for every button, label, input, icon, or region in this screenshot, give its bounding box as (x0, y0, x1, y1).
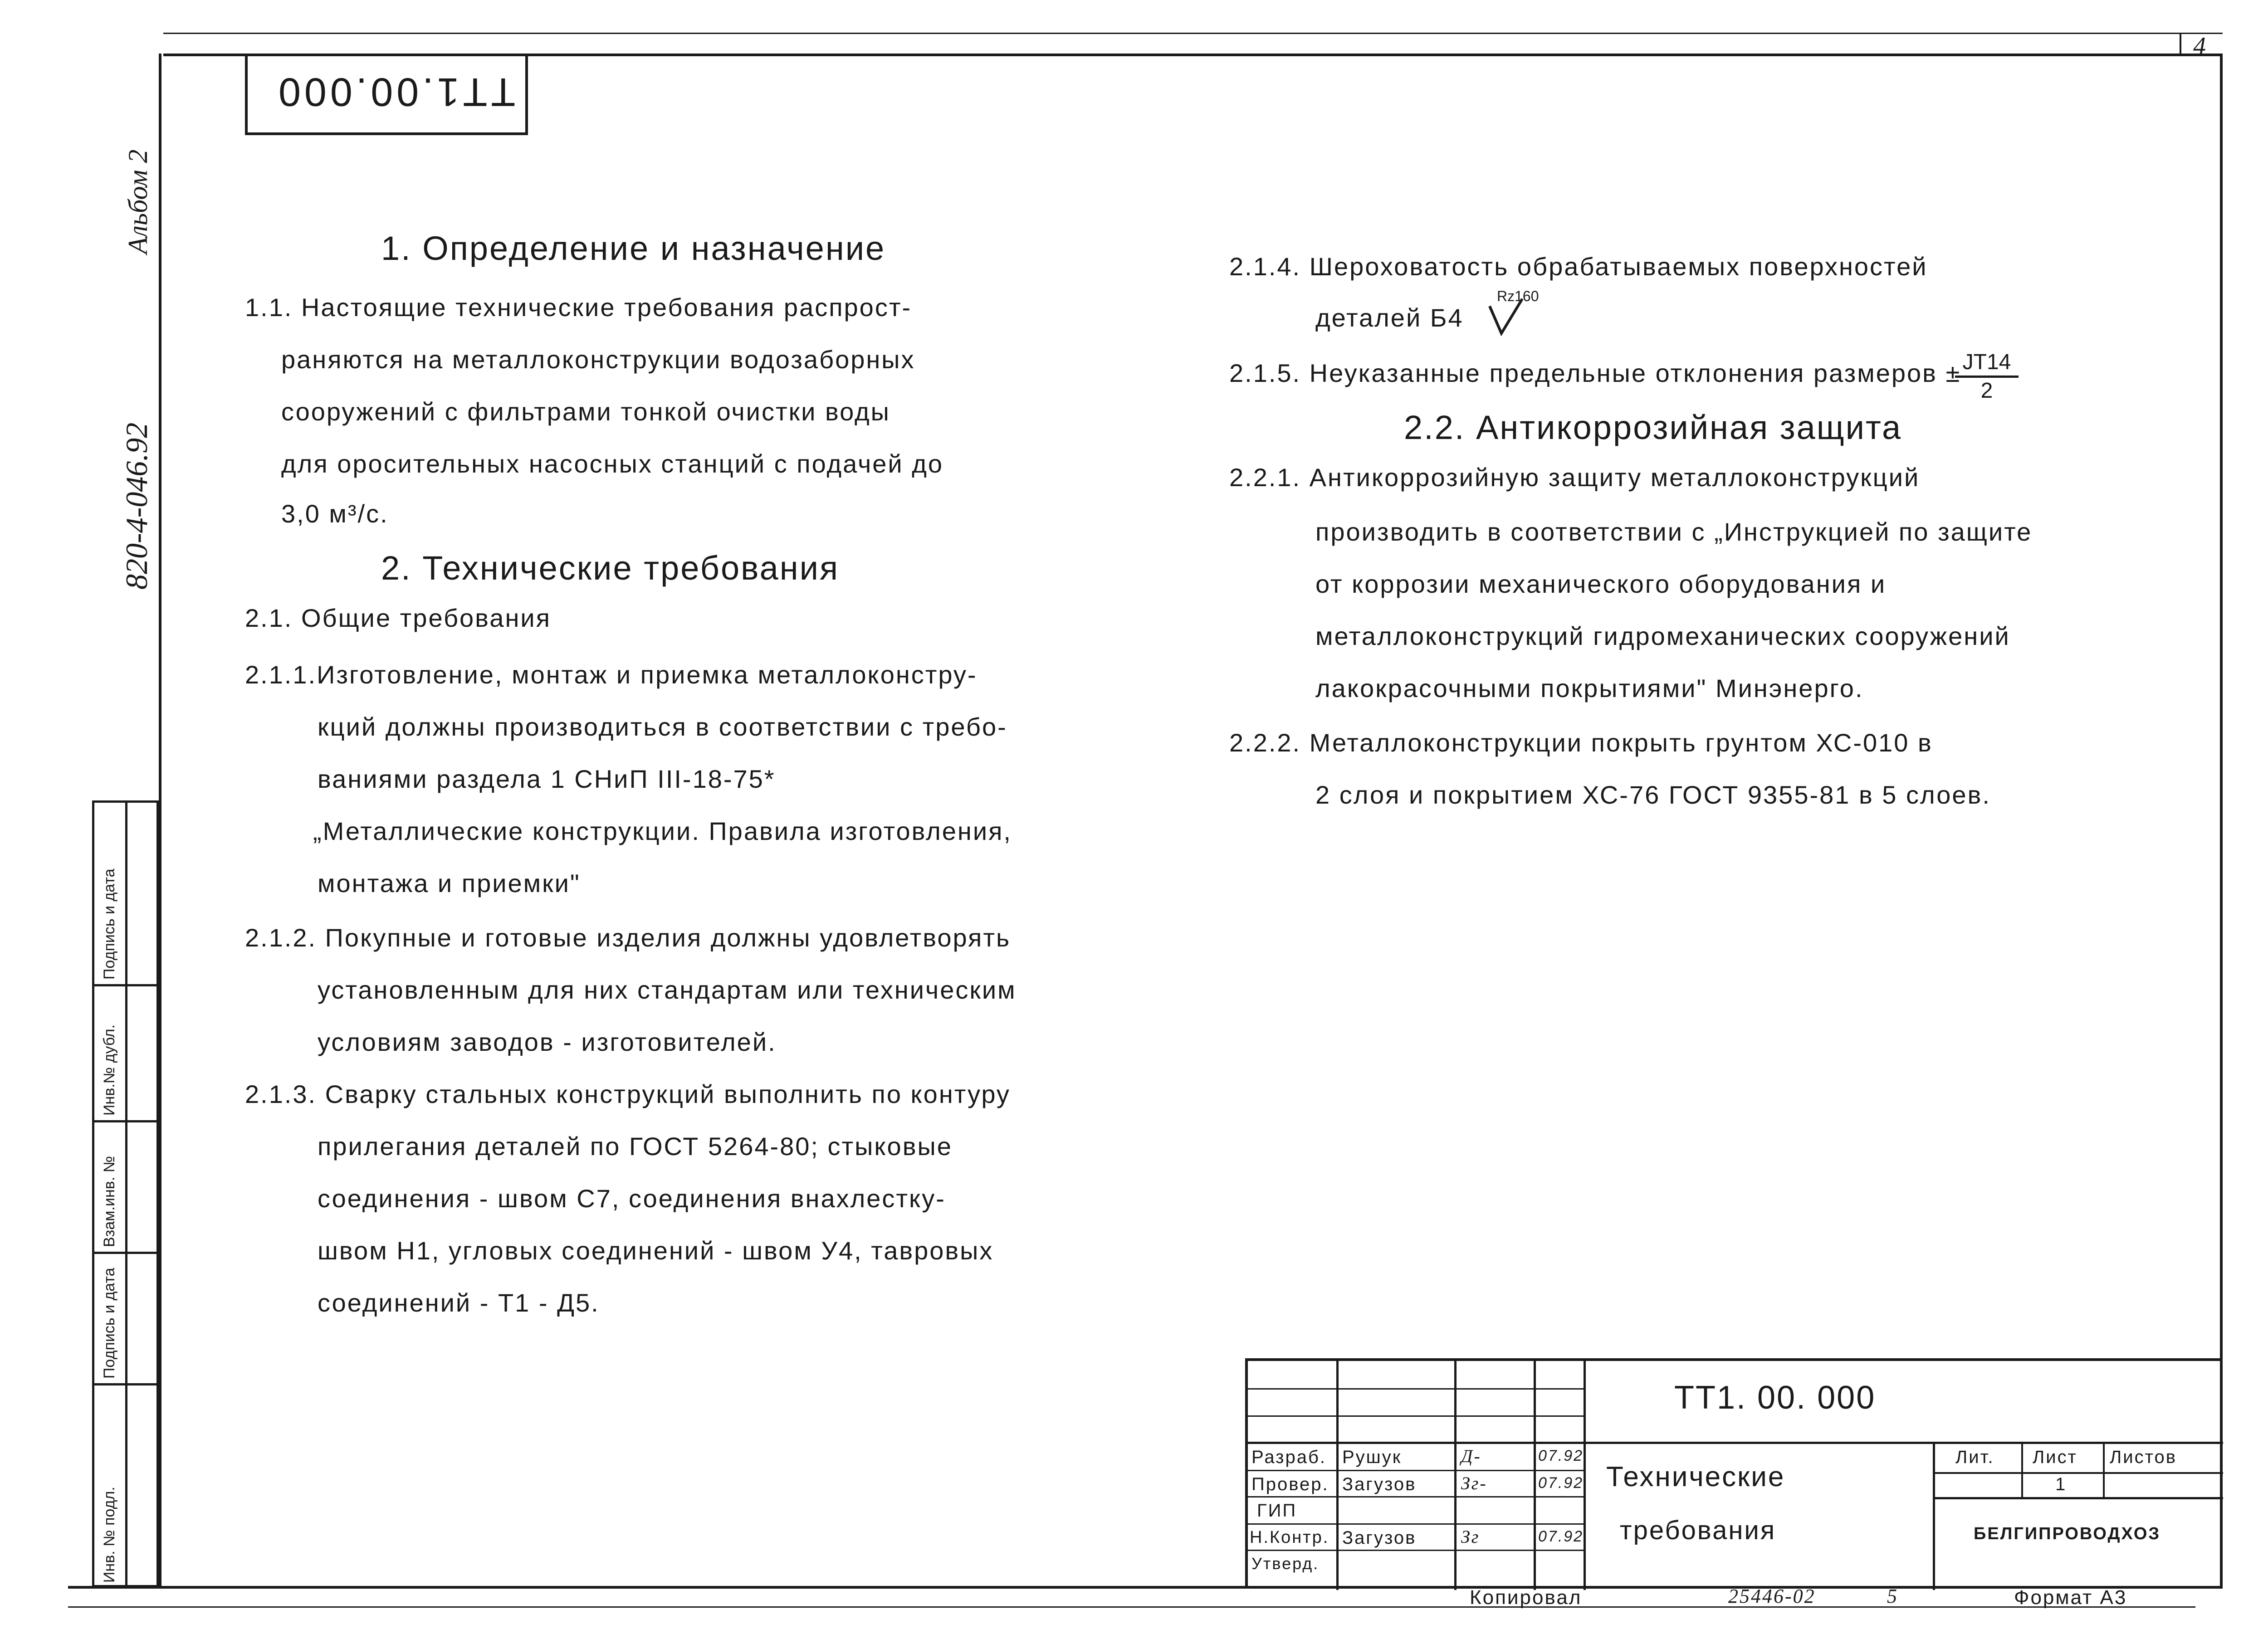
p2-1-3-line4: швом Н1, угловых соединений - швом У4, тавровых (318, 1236, 994, 1265)
p2-1-4-line2: деталей Б4 (1315, 303, 1464, 332)
p2-1-2-line1: 2.1.2. Покупные и готовые изделия должны удовлетворять (245, 923, 1011, 952)
tb-title-line2: требования (1620, 1516, 1776, 1545)
p2-1-3-line3: соединения - швом С7, соединения внахлестку- (318, 1184, 946, 1213)
tb-doc-code: ТТ1. 00. 000 (1674, 1380, 1876, 1416)
tb-name-3: Загузов (1342, 1528, 1417, 1548)
section2-title: 2. Технические требования (381, 549, 840, 587)
doc-code-top: ТТ1.00.000 (275, 70, 516, 115)
frame-left-line (159, 54, 161, 1589)
p1-1-line5: 3,0 м³/с. (281, 499, 389, 528)
p1-1-line4: для оросительных насосных станций с подачей до (281, 449, 944, 478)
tolerance-fraction (1955, 349, 2019, 408)
p2-1-3-line2: прилегания деталей по ГОСТ 5264-80; стыковые (318, 1132, 953, 1161)
tb-role-4: Утверд. (1251, 1554, 1320, 1573)
sheet-number: 4 (2193, 32, 2207, 60)
p2-1-3-line1: 2.1.3. Сварку стальных конструкций выполнить по контуру (245, 1080, 1011, 1108)
p2-2-1-line3: от коррозии механического оборудования и (1315, 570, 1887, 598)
tb-sheets-label: Листов (2110, 1447, 2177, 1467)
tb-role-1: Провер. (1251, 1474, 1329, 1494)
tb-role-2: ГИП (1257, 1501, 1297, 1521)
side-stamp (92, 800, 159, 1587)
p2-1-1-line1: 2.1.1.Изготовление, монтаж и приемка металлоконстру- (245, 660, 978, 689)
tb-sheet-value: 1 (2055, 1474, 2067, 1494)
title-block (1245, 1358, 2221, 1587)
tb-sign-0: Д- (1461, 1446, 1481, 1466)
footer-inventory-sheet: 5 (1887, 1585, 1898, 1607)
tb-title-line1: Технические (1606, 1461, 1785, 1493)
project-code: 820-4-046.92 (119, 422, 154, 590)
tb-role-3: Н.Контр. (1250, 1528, 1330, 1547)
stamp-cell-inv-dubl: Инв.№ дубл. (101, 1024, 118, 1116)
footer-copied: Копировал (1470, 1586, 1582, 1609)
p1-1-line1: 1.1. Настоящие технические требования распрост- (245, 293, 912, 322)
p2-1-1-line5: монтажа и приемки" (318, 869, 581, 897)
footer-inventory: 25446-02 (1728, 1585, 1816, 1607)
p2-1-5: 2.1.5. Неуказанные предельные отклонения размеров ± (1229, 359, 1961, 387)
roughness-check-icon (1488, 297, 1524, 338)
doc-code-box (245, 55, 528, 135)
album-label: Альбом 2 (123, 149, 153, 254)
tb-date-1: 07.92 (1538, 1474, 1584, 1492)
p1-1-line3: сооружений с фильтрами тонкой очистки воды (281, 397, 890, 426)
p1-1-line2: раняются на металлоконструкции водозаборных (281, 345, 915, 374)
stamp-cell-sign-date-2: Подпись и дата (101, 868, 118, 980)
tb-date-3: 07.92 (1538, 1528, 1584, 1545)
p2-2-1-line2: производить в соответствии с „Инструкцией по защите (1315, 517, 2033, 546)
p2-1-4-line1: 2.1.4. Шероховатость обрабатываемых поверхностей (1229, 252, 1928, 281)
p2-1-1-line4: „Металлические конструкции. Правила изготовления, (313, 817, 1012, 845)
p2-1-3-line5: соединений - Т1 - Д5. (318, 1288, 600, 1317)
tb-name-0: Рушук (1342, 1447, 1402, 1467)
stamp-cell-inv-podl: Инв. № подл. (101, 1487, 118, 1583)
outer-bottom-line (68, 1606, 2195, 1608)
p2-1-2-line3: условиям заводов - изготовителей. (318, 1028, 777, 1056)
p2-1-1-line3: ваниями раздела 1 СНиП III-18-75* (318, 765, 776, 793)
sub2-1: 2.1. Общие требования (245, 604, 551, 632)
outer-top-line (163, 33, 2223, 34)
tb-role-0: Разраб. (1251, 1447, 1327, 1467)
tb-organization: БЕЛГИПРОВОДХОЗ (1974, 1524, 2161, 1543)
footer-format: Формат А3 (2014, 1586, 2127, 1609)
p2-1-1-line2: кций должны производиться в соответствии с требо- (318, 712, 1007, 741)
p2-2-2-line1: 2.2.2. Металлоконструкции покрыть грунтом ХС-010 в (1229, 728, 1933, 757)
p2-2-1-line1: 2.2.1. Антикоррозийную защиту металлоконструкций (1229, 463, 1920, 492)
p2-2-2-line2: 2 слоя и покрытием ХС-76 ГОСТ 9355-81 в 5 слоев. (1315, 780, 1991, 809)
section1-title: 1. Определение и назначение (381, 229, 886, 267)
section2-2-title: 2.2. Антикоррозийная защита (1404, 409, 1902, 446)
tb-lit-label: Лит. (1955, 1447, 1994, 1467)
tb-sign-3: Зг (1461, 1527, 1480, 1547)
tb-date-0: 07.92 (1538, 1447, 1584, 1464)
roughness-mark: Rz160 (1497, 288, 1539, 304)
stamp-cell-vzam-inv: Взам.инв. № (101, 1156, 118, 1247)
stamp-cell-sign-date-1: Подпись и дата (101, 1268, 118, 1379)
tb-sign-1: Зг- (1461, 1473, 1487, 1493)
p2-2-1-line5: лакокрасочными покрытиями" Минэнерго. (1315, 674, 1864, 702)
sheet-box-left (2180, 33, 2181, 55)
tb-sheet-label: Лист (2033, 1447, 2077, 1467)
p2-2-1-line4: металлоконструкций гидромеханических сооружений (1315, 622, 2010, 650)
tb-name-1: Загузов (1342, 1474, 1417, 1494)
tolerance-numerator: JT14 (1955, 349, 2019, 378)
tolerance-denominator: 2 (1980, 379, 1993, 403)
p2-1-2-line2: установленным для них стандартам или техническим (318, 976, 1017, 1004)
